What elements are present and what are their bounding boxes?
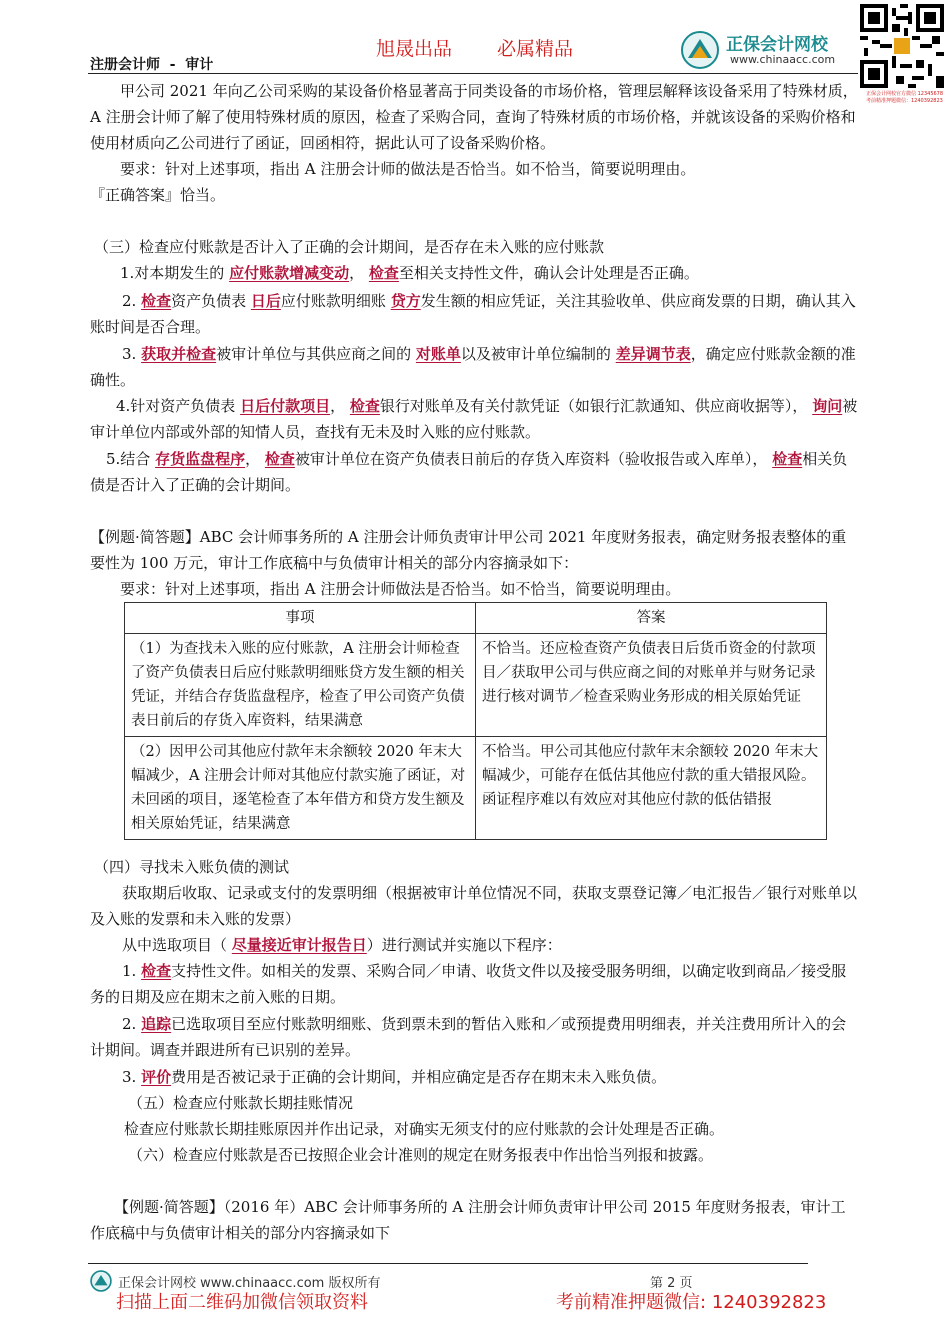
section-3-item-5: 5.结合 存货监盘程序， 检查被审计单位在资产负债表日前后的存货入库资料（验收报告或入库单）， 检查相关负债是否计入了正确的会计期间。 bbox=[90, 450, 848, 494]
footer-promo-left: 扫描上面二维码加微信领取资料 bbox=[116, 1292, 368, 1313]
section-4-intro: 获取期后收取、记录或支付的发票明细（根据被审计单位情况不同，获取支票登记簿／电汇报告／银行对账单以及入账的发票和未入账的发票） bbox=[90, 884, 858, 928]
qr-caption-2: 考前精准押题微信：1240392823 bbox=[866, 98, 943, 104]
section-4-selection: 从中选取项目（ 尽量接近审计报告日）进行测试并实施以下程序： bbox=[122, 936, 562, 954]
footer-logo-icon bbox=[90, 1270, 112, 1292]
table-header-row bbox=[125, 603, 827, 634]
section-3-item-1: 1.对本期发生的 应付账款增减变动， 检查至相关支持性文件，确认会计处理是否正确。 bbox=[120, 264, 699, 282]
footer-copyright: 正保会计网校 www.chinaacc.com 版权所有 bbox=[118, 1276, 381, 1291]
keyword: 检查 bbox=[141, 292, 172, 310]
logo-url: www.chinaacc.com bbox=[730, 53, 836, 66]
footer-rule bbox=[88, 1263, 808, 1264]
table-cell-answer: 不恰当。甲公司其他应付款年末余额较 2020 年末大幅减少，可能存在低估其他应付款的重大错报风险。函证程序难以有效应对其他应付款的低估错报 bbox=[476, 737, 827, 840]
wechat-id: 1240392823 bbox=[711, 1292, 827, 1313]
keyword: 尽量接近审计报告日 bbox=[231, 936, 367, 954]
keyword: 询问 bbox=[812, 397, 843, 415]
section-4-step-2: 2. 追踪已选取项目至应付账款明细账、货到票未到的暂估入账和／或预提费用明细表，并关注费用所计入的会计期间。调查并跟进所有已识别的差异。 bbox=[90, 1015, 847, 1059]
section-3-item-2: 2. 检查资产负债表 日后应付账款明细账 贷方发生额的相应凭证，关注其验收单、供应商发票的日期，确认其入账时间是否合理。 bbox=[90, 292, 856, 336]
section-3-item-4: 4.针对资产负债表 日后付款项目， 检查银行对账单及有关付款凭证（如银行汇款通知、供应商收据等）， 询问被审计单位内部或外部的知情人员，查找有无未及时入账的应付账款。 bbox=[90, 397, 858, 441]
section-4-title: （四）寻找未入账负债的测试 bbox=[94, 858, 290, 876]
slogan-left: 旭晟出品 bbox=[376, 38, 453, 60]
intro-text: 甲公司 2021 年向乙公司采购的某设备价格显著高于同类设备的市场价格，管理层解释该设备采用了特殊材质，A 注册会计师了解了使用特殊材质的原因，检查了采购合同，查询了特殊材质的市场价格，并就该设备的采购价格和使用材质向乙公司进行了函证，回函相符，据此认可了设备采购价格。 bbox=[90, 82, 858, 152]
keyword: 应付账款增减变动 bbox=[229, 264, 350, 282]
keyword: 检查 bbox=[772, 450, 803, 468]
table-cell-item: （2）因甲公司其他应付款年末余额较 2020 年末大幅减少，A 注册会计师对其他应付款实施了函证，对未回函的项目，逐笔检查了本年借方和贷方发生额及相关原始凭证，结果满意 bbox=[125, 737, 476, 840]
doc-title: 注册会计师 - 审计 bbox=[90, 57, 214, 73]
table-row bbox=[125, 634, 827, 737]
section-4-step-3: 3. 评价费用是否被记录于正确的会计期间，并相应确定是否存在期末未入账负债。 bbox=[122, 1068, 667, 1086]
intro-requirement: 要求：针对上述事项，指出 A 注册会计师的做法是否恰当。如不恰当，简要说明理由。 bbox=[120, 160, 696, 178]
logo-mark-icon bbox=[680, 30, 720, 70]
keyword: 评价 bbox=[141, 1068, 172, 1086]
section-5-title: （五）检查应付账款长期挂账情况 bbox=[128, 1094, 354, 1112]
qr-caption-1: 正保会计网校官方微信 12345678 bbox=[866, 91, 944, 97]
intro-answer: 『正确答案』恰当。 bbox=[90, 186, 226, 204]
example-1-requirement: 要求：针对上述事项，指出 A 注册会计师做法是否恰当。如不恰当，简要说明理由。 bbox=[120, 580, 681, 598]
example-1-intro: 【例题·简答题】ABC 会计师事务所的 A 注册会计师负责审计甲公司 2021 年度财务报表，确定财务报表整体的重要性为 100 万元，审计工作底稿中与负债审计相关的部分内容摘录如下： bbox=[90, 528, 847, 572]
section-5-body: 检查应付账款长期挂账原因并作出记录，对确实无须支付的应付账款的会计处理是否正确。 bbox=[124, 1120, 725, 1138]
keyword: 贷方 bbox=[390, 292, 421, 310]
keyword: 对账单 bbox=[415, 345, 461, 363]
keyword: 检查 bbox=[264, 450, 295, 468]
keyword: 日后付款项目 bbox=[240, 397, 331, 415]
answer-table bbox=[124, 602, 827, 840]
logo-name: 正保会计网校 bbox=[726, 35, 828, 55]
keyword: 检查 bbox=[368, 264, 399, 282]
keyword: 日后 bbox=[250, 292, 281, 310]
footer-promo-right: 考前精准押题微信: 1240392823 bbox=[556, 1292, 827, 1313]
keyword: 追踪 bbox=[141, 1015, 172, 1033]
section-3-title: （三）检查应付账款是否计入了正确的会计期间，是否存在未入账的应付账款 bbox=[94, 238, 605, 256]
section-4-step-1: 1. 检查支持性文件。如相关的发票、采购合同／申请、收货文件以及接受服务明细，以确定收到商品／接受服务的日期及应在期末之前入账的日期。 bbox=[90, 962, 847, 1006]
keyword: 差异调节表 bbox=[615, 345, 691, 363]
qr-code bbox=[860, 4, 944, 88]
example-2-intro: 【例题·简答题】（2016 年）ABC 会计师事务所的 A 注册会计师负责审计甲公司 2015 年度财务报表，审计工作底稿中与负债审计相关的部分内容摘录如下 bbox=[90, 1198, 846, 1242]
section-6-title: （六）检查应付账款是否已按照企业会计准则的规定在财务报表中作出恰当列报和披露。 bbox=[128, 1146, 714, 1164]
footer-page-number: 第 2 页 bbox=[650, 1276, 693, 1291]
slogan-right: 必属精品 bbox=[497, 38, 574, 60]
brand-logo bbox=[680, 28, 858, 72]
keyword: 获取并检查 bbox=[141, 345, 217, 363]
header-rule bbox=[88, 73, 858, 74]
table-cell-answer: 不恰当。还应检查资产负债表日后货币资金的付款项目／获取甲公司与供应商之间的对账单并与财务记录进行核对调节／检查采购业务形成的相关原始凭证 bbox=[476, 634, 827, 737]
column-header-answer: 答案 bbox=[476, 603, 827, 634]
keyword: 存货监盘程序 bbox=[155, 450, 246, 468]
intro-paragraph bbox=[90, 78, 860, 156]
column-header-item: 事项 bbox=[125, 603, 476, 634]
table-cell-item: （1）为查找未入账的应付账款，A 注册会计师检查了资产负债表日后应付账款明细账贷方发生额的相关凭证，并结合存货监盘程序，检查了甲公司资产负债表日前后的存货入库资料，结果满意 bbox=[125, 634, 476, 737]
section-3-item-3: 3. 获取并检查被审计单位与其供应商之间的 对账单以及被审计单位编制的 差异调节表，确定应付账款金额的准确性。 bbox=[90, 345, 856, 389]
keyword: 检查 bbox=[349, 397, 380, 415]
keyword: 检查 bbox=[141, 962, 172, 980]
table-row bbox=[125, 737, 827, 840]
